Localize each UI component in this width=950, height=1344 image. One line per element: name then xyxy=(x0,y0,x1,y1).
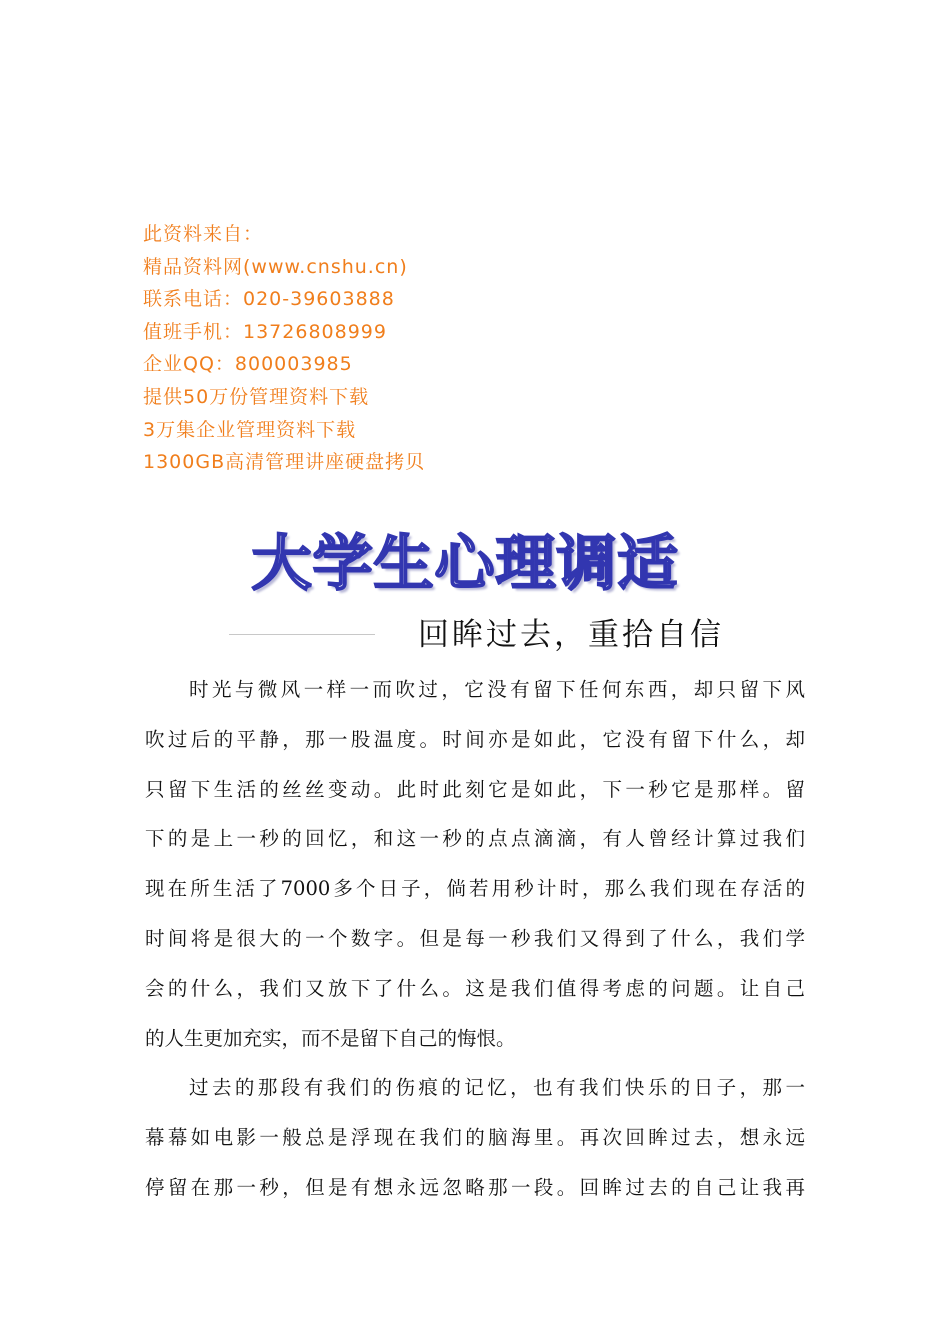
source-line-offer-1: 提供50万份管理资料下载 xyxy=(143,385,370,408)
paragraph-line: 停留在那一秒，但是有想永远忽略那一段。回眸过去的自己让我再 xyxy=(145,1175,805,1199)
paragraph-2 xyxy=(145,1063,805,1212)
paragraph-line: 的人生更加充实，而不是留下自己的悔恨。 xyxy=(145,1026,516,1050)
paragraph-line: 会的什么，我们又放下了什么。这是我们值得考虑的问题。让自己 xyxy=(145,976,805,1000)
source-info-block xyxy=(143,218,703,479)
source-line-mobile: 值班手机：13726808999 xyxy=(143,320,387,343)
paragraph-line: 只留下生活的丝丝变动。此时此刻它是如此，下一秒它是那样。留 xyxy=(145,777,805,801)
paragraph-line: 时间将是很大的一个数字。但是每一秒我们又得到了什么，我们学 xyxy=(145,926,805,950)
source-line-offer-3: 1300GB高清管理讲座硬盘拷贝 xyxy=(143,451,426,474)
source-line-website: 精品资料网(www.cnshu.cn) xyxy=(143,255,408,278)
paragraph-line: 现在所生活了7000多个日子，倘若用秒计时，那么我们现在存活的 xyxy=(145,877,805,901)
paragraph-line: 幕幕如电影一般总是浮现在我们的脑海里。再次回眸过去，想永远 xyxy=(145,1126,805,1150)
source-line-origin: 此资料来自： xyxy=(143,223,264,245)
paragraph-line: 下的是上一秒的回忆，和这一秒的点点滴滴，有人曾经计算过我们 xyxy=(145,827,805,851)
subtitle-divider xyxy=(229,634,375,635)
document-title: 大学生心理调适 xyxy=(251,529,679,599)
source-line-qq: 企业QQ：800003985 xyxy=(143,353,353,376)
document-body xyxy=(145,665,805,1213)
paragraph-line: 吹过后的平静，那一股温度。时间亦是如此，它没有留下什么，却 xyxy=(145,727,805,751)
source-line-offer-2: 3万集企业管理资料下载 xyxy=(143,418,357,441)
paragraph-line: 过去的那段有我们的伤痕的记忆，也有我们快乐的日子，那一 xyxy=(189,1076,805,1100)
document-subtitle: 回眸过去，重拾自信 xyxy=(418,617,724,653)
source-line-phone: 联系电话：020-39603888 xyxy=(143,288,395,311)
document-title-wrapper xyxy=(0,524,950,604)
paragraph-line: 时光与微风一样一而吹过，它没有留下任何东西，却只留下风 xyxy=(189,678,805,701)
paragraph-1 xyxy=(145,665,805,1063)
